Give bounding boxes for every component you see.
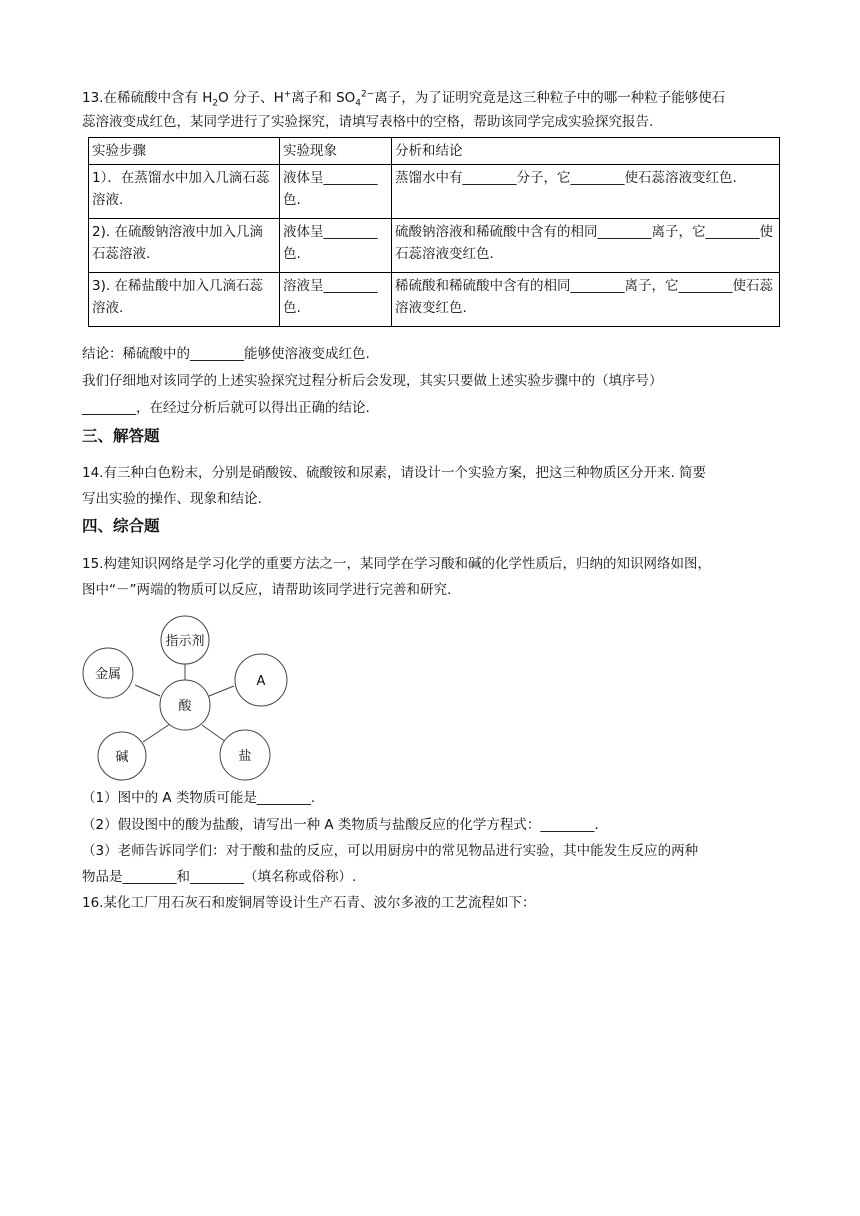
q13-intro-line1	[82, 88, 800, 108]
table-cell-step: 1）．在蒸馏水中加入几滴石蕊溶液.	[89, 165, 280, 219]
connector-line	[202, 725, 226, 742]
table-row	[89, 273, 780, 327]
knowledge-network-diagram	[78, 612, 298, 790]
table-cell-step: 3). 在稀盐酸中加入几滴石蕊溶液.	[89, 273, 280, 327]
q16-line1: 16.某化工厂用石灰石和废铜屑等设计生产石青、波尔多液的工艺流程如下：	[82, 895, 536, 911]
table-header-cell: 实验现象	[280, 138, 392, 165]
q13-analysis-line1: 我们仔细地对该同学的上述实验探究过程分析后会发现，其实只要做上述实验步骤中的（填序号）	[82, 373, 663, 389]
h-plus-superscript: +	[283, 89, 292, 100]
q13-intro-line2: 蕊溶液变成红色，某同学进行了实验探究，请填写表格中的空格，帮助该同学完成实验探究报告.	[82, 114, 654, 130]
q15-line1: 15.构建知识网络是学习化学的重要方法之一，某同学在学习酸和碱的化学性质后，归纳的知识网络如图，	[82, 556, 711, 572]
q15-sub1: （1）图中的 A 类物质可能是________.	[82, 790, 316, 806]
table-cell-conclusion: 稀硫酸和稀硫酸中含有的相同________离子，它________使石蕊溶液变红色.	[392, 273, 780, 327]
q13-text-d: 离子，为了证明究竟是这三种粒子中的哪一种粒子能够使石	[374, 90, 726, 106]
connector-line	[135, 685, 160, 696]
node-label-base: 碱	[115, 750, 129, 765]
node-label-indicator: 指示剂	[165, 634, 205, 649]
h2o-subscript: 2	[212, 98, 219, 109]
table-cell-conclusion: 蒸馏水中有________分子，它________使石蕊溶液变红色.	[392, 165, 780, 219]
table-row	[89, 219, 780, 273]
table-cell-observation: 溶液呈________色.	[280, 273, 392, 327]
q14-line2: 写出实验的操作、现象和结论.	[82, 491, 262, 507]
q15-sub3-line1: （3）老师告诉同学们：对于酸和盐的反应，可以用厨房中的常见物品进行实验，其中能发生反应的两种	[82, 843, 699, 859]
q13-analysis-line2: ________，在经过分析后就可以得出正确的结论.	[82, 400, 370, 416]
q13-text-b: O 分子、H	[218, 90, 284, 106]
so4-charge-superscript: 2−	[361, 89, 375, 100]
section4-heading: 四、综合题	[82, 517, 160, 535]
node-label-salt: 盐	[238, 749, 252, 764]
q15-sub2: （2）假设图中的酸为盐酸，请写出一种 A 类物质与盐酸反应的化学方程式：________.	[82, 817, 599, 833]
table-header-row	[89, 138, 780, 165]
node-label-acid: 酸	[178, 699, 192, 714]
experiment-table	[88, 137, 780, 327]
q13-conclusion: 结论：稀硫酸中的________能够使溶液变成红色.	[82, 346, 370, 362]
table-row	[89, 165, 780, 219]
connector-line	[143, 724, 170, 742]
q15-sub3-line2: 物品是________和________（填名称或俗称）.	[82, 869, 357, 885]
table-cell-observation: 液体呈________色.	[280, 165, 392, 219]
connector-line	[209, 686, 234, 696]
section3-heading: 三、解答题	[82, 427, 160, 445]
q13-text-c: 离子和 SO	[291, 90, 356, 106]
table-header-cell: 实验步骤	[89, 138, 280, 165]
node-label-a: A	[256, 674, 266, 689]
table-cell-observation: 液体呈________色.	[280, 219, 392, 273]
node-label-metal: 金属	[94, 667, 122, 682]
q15-line2: 图中“－”两端的物质可以反应，请帮助该同学进行完善和研究.	[82, 582, 452, 598]
table-header-cell: 分析和结论	[392, 138, 780, 165]
q13-text-a: 13.在稀硫酸中含有 H	[82, 90, 213, 106]
table-cell-conclusion: 硫酸钠溶液和稀硫酸中含有的相同________离子，它________使石蕊溶液变红色.	[392, 219, 780, 273]
so4-subscript: 4	[355, 98, 362, 109]
table-cell-step: 2). 在硫酸钠溶液中加入几滴石蕊溶液.	[89, 219, 280, 273]
q14-line1: 14.有三种白色粉末，分别是硝酸铵、硫酸铵和尿素，请设计一个实验方案，把这三种物质区分开来. 简要	[82, 465, 707, 481]
